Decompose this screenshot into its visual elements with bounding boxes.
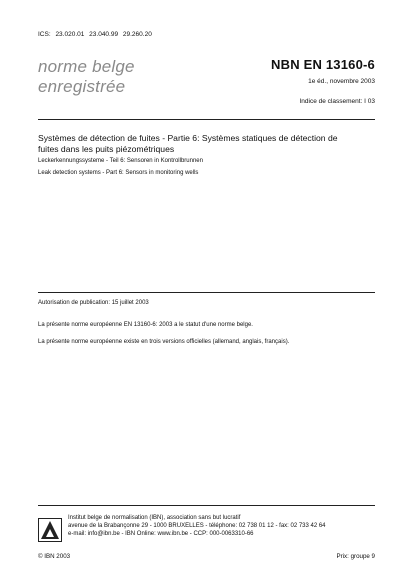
institute-address: avenue de la Brabançonne 29 - 1000 BRUXELLES - téléphone: 02 738 01 12 - fax: 02 733 42 64 <box>68 523 326 529</box>
classification-index: Indice de classement: I 03 <box>299 98 375 105</box>
copyright: © IBN 2003 <box>38 553 71 560</box>
title-german: Leckerkennungssysteme - Teil 6: Sensoren in Kontrollbrunnen <box>38 158 203 164</box>
ibn-logo <box>38 518 62 542</box>
brand-line-1: norme belge <box>38 57 135 76</box>
title-french: Systèmes de détection de fuites - Partie 6: Systèmes statiques de détection de fuites dans les puits piézométriques <box>38 133 338 154</box>
ics-codes: ICS: 23.020.01 23.040.99 29.260.20 <box>38 31 152 38</box>
institute-name: Institut belge de normalisation (IBN), association sans but lucratif <box>68 515 241 521</box>
edition-date: 1e éd., novembre 2003 <box>308 78 375 85</box>
statute-note: La présente norme européenne EN 13160-6: 2003 a le statut d'une norme belge. <box>38 322 253 328</box>
header-divider <box>38 119 375 120</box>
middle-divider <box>38 292 375 293</box>
institute-contact: e-mail: info@ibn.be - IBN Online: www.ibn.be - CCP: 000-0063310-66 <box>68 531 254 537</box>
versions-note: La présente norme européenne existe en trois versions officielles (allemand, anglais, français). <box>38 339 290 345</box>
brand-line-2: enregistrée <box>38 77 126 96</box>
publication-authorization: Autorisation de publication: 15 juillet 2003 <box>38 300 149 306</box>
footer-divider <box>38 505 375 506</box>
standard-number: NBN EN 13160-6 <box>271 57 375 72</box>
price-group: Prix: groupe 9 <box>336 553 375 560</box>
title-english: Leak detection systems - Part 6: Sensors in monitoring wells <box>38 170 199 176</box>
